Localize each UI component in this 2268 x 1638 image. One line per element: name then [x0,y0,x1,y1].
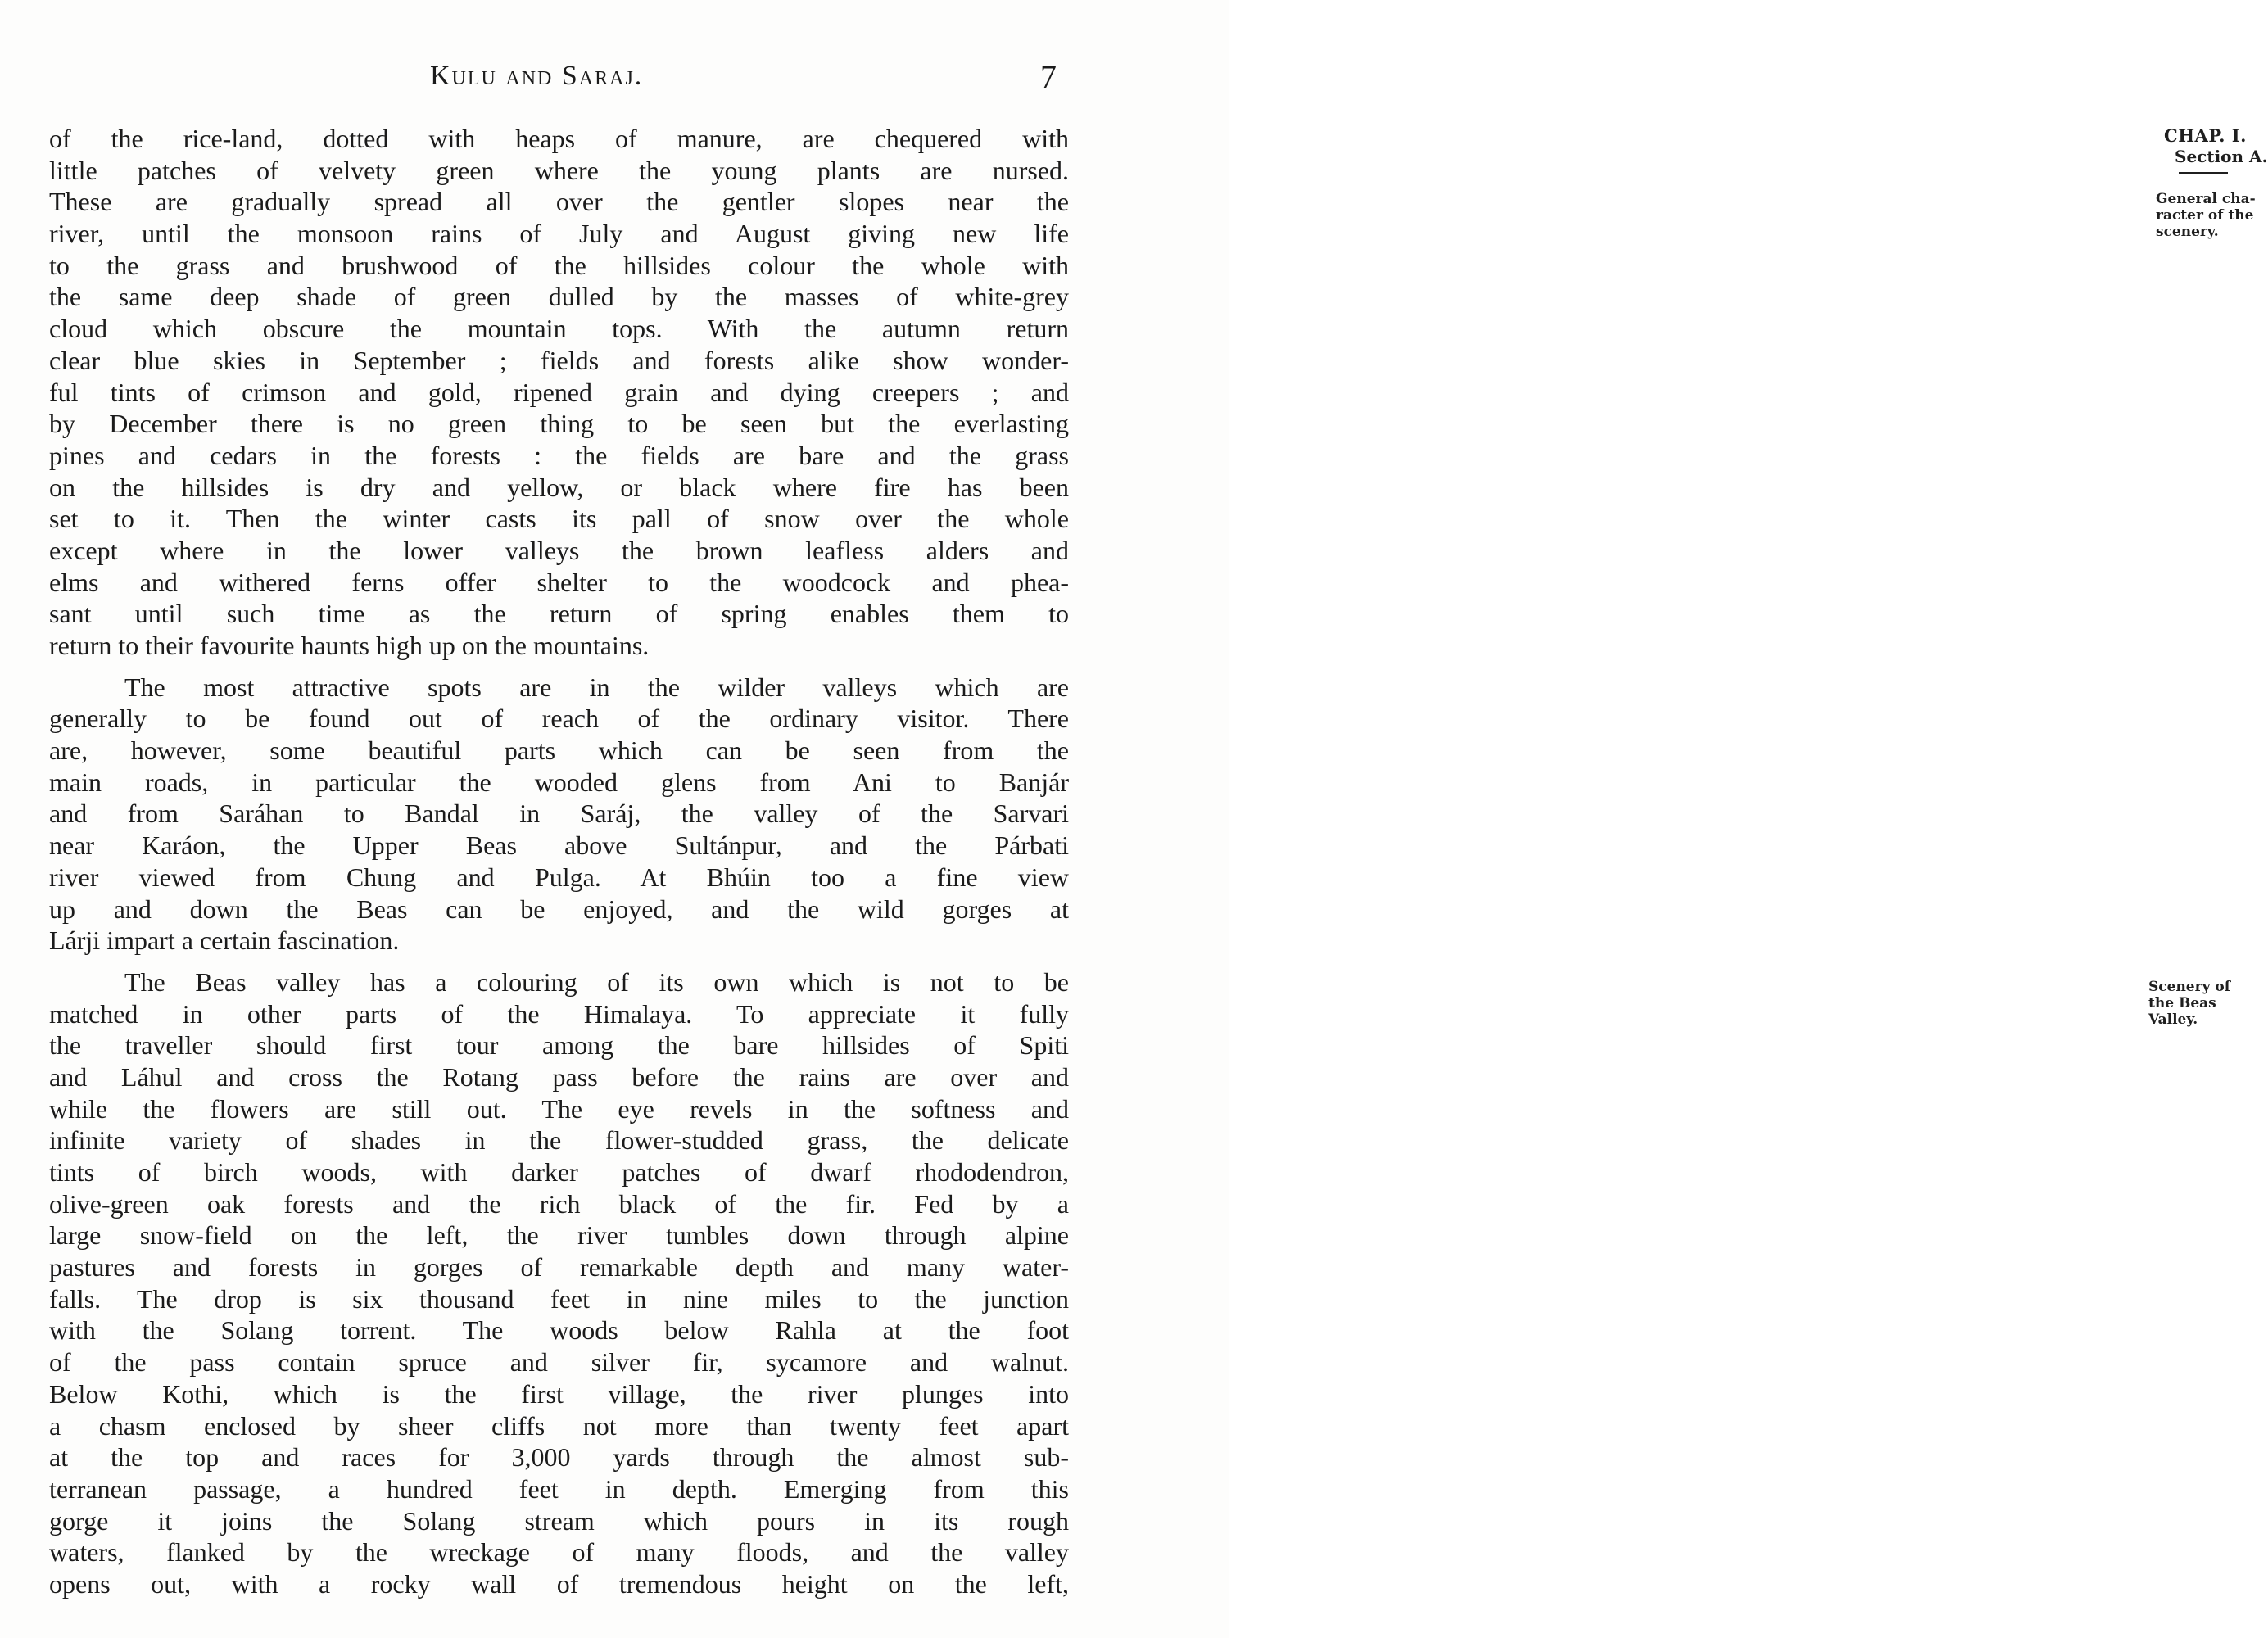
text-line: large snow-field on the left, the river tumbles down through alpine [49,1220,1069,1251]
text-line: elms and withered ferns offer shelter to the woodcock and phea- [49,567,1069,597]
text-line: clear blue skies in September ; fields and forests alike show wonder- [49,345,1069,375]
text-line: on the hillsides is dry and yellow, or black where fire has been [49,472,1069,502]
text-line: while the flowers are still out. The eye revels in the softness and [49,1093,1069,1124]
text-line: of the pass contain spruce and silver fir, sycamore and walnut. [49,1347,1069,1378]
text-line: waters, flanked by the wreckage of many floods, and the valley [49,1537,1069,1568]
page-number: 7 [1040,58,1057,95]
text-line: are, however, some beautiful parts which can be seen from the [49,735,1069,766]
text-line: pines and cedars in the forests : the fields are bare and the grass [49,440,1069,470]
text-line: river viewed from Chung and Pulga. At Bhúin too a fine view [49,862,1069,892]
text-line: cloud which obscure the mountain tops. With the autumn return [49,314,1069,344]
text-line: near Karáon, the Upper Beas above Sultánpur, and the Párbati [49,830,1069,861]
text-line: gorge it joins the Solang stream which pours in its rough [49,1505,1069,1536]
text-line: falls. The drop is six thousand feet in nine miles to the junction [49,1283,1069,1314]
section-rule-divider [2179,172,2228,174]
text-line: and from Saráhan to Bandal in Saráj, the valley of the Sarvari [49,799,1069,829]
text-line: The Beas valley has a colouring of its own which is not to be [124,966,1069,997]
side-note-line: scenery. [2156,224,2219,240]
side-note-beas-valley [2148,979,2230,1028]
text-line: the same deep shade of green dulled by the masses of white-grey [49,282,1069,312]
side-note-line: General cha- [2156,191,2256,207]
text-line: with the Solang torrent. The woods below Rahla at the foot [49,1315,1069,1346]
text-line: by December there is no green thing to be seen but the everlasting [49,409,1069,439]
text-line: opens out, with a rocky wall of tremendous height on the left, [49,1568,1069,1599]
text-line: ful tints of crimson and gold, ripened grain and dying creepers ; and [49,377,1069,407]
text-line: These are gradually spread all over the gentler slopes near the [49,187,1069,217]
text-line: generally to be found out of reach of the ordinary visitor. There [49,704,1069,734]
text-line: up and down the Beas can be enjoyed, and the wild gorges at [49,894,1069,924]
text-line: to the grass and brushwood of the hillsides colour the whole with [49,250,1069,280]
text-line: matched in other parts of the Himalaya. To appreciate it fully [49,998,1069,1029]
body-text [49,123,1069,1600]
text-line: Below Kothi, which is the first village, the river plunges into [49,1378,1069,1409]
text-line: The most attractive spots are in the wilder valleys which are [124,672,1069,702]
page-header [0,57,1229,98]
side-note-line: Valley. [2148,1011,2198,1028]
side-note-line: the Beas [2148,995,2216,1011]
text-line: set to it. Then the winter casts its pall of snow over the whole [49,504,1069,534]
chapter-label: CHAP. I. [2164,125,2247,146]
text-line: pastures and forests in gorges of remarkable depth and many water- [49,1252,1069,1283]
text-line: a chasm enclosed by sheer cliffs not more than twenty feet apart [49,1410,1069,1441]
text-line: infinite variety of shades in the flower-studded grass, the delicate [49,1125,1069,1156]
paragraph-3 [49,966,1069,1600]
text-line: and Láhul and cross the Rotang pass before the rains are over and [49,1061,1069,1092]
text-line: tints of birch woods, with darker patches of dwarf rhododendron, [49,1157,1069,1187]
text-line: main roads, in particular the wooded glens from Ani to Banjár [49,767,1069,797]
paragraph-2 [49,672,1069,957]
text-line: return to their favourite haunts high up on the mountains. [49,631,650,660]
text-line: of the rice-land, dotted with heaps of manure, are chequered with [49,124,1069,153]
section-label: Section A. [2175,147,2268,166]
text-line: little patches of velvety green where the young plants are nursed. [49,155,1069,185]
side-note-line: Scenery of [2148,979,2231,995]
side-note-line: racter of the [2156,207,2254,224]
text-line: terranean passage, a hundred feet in depth. Emerging from this [49,1473,1069,1504]
paragraph-gap [49,957,1069,966]
running-title: Kulu and Saraj. [430,61,644,91]
text-line: except where in the lower valleys the brown leafless alders and [49,535,1069,565]
paragraph-1 [49,123,1069,662]
side-note-general-character [2156,191,2256,240]
text-line: Lárji impart a certain fascination. [49,925,400,956]
text-line: sant until such time as the return of spring enables them to [49,599,1069,629]
paragraph-gap [49,662,1069,672]
text-line: at the top and races for 3,000 yards through the almost sub- [49,1442,1069,1473]
text-line: river, until the monsoon rains of July and August giving new life [49,219,1069,249]
text-line: olive-green oak forests and the rich black of the fir. Fed by a [49,1188,1069,1219]
text-line: the traveller should first tour among the bare hillsides of Spiti [49,1030,1069,1061]
